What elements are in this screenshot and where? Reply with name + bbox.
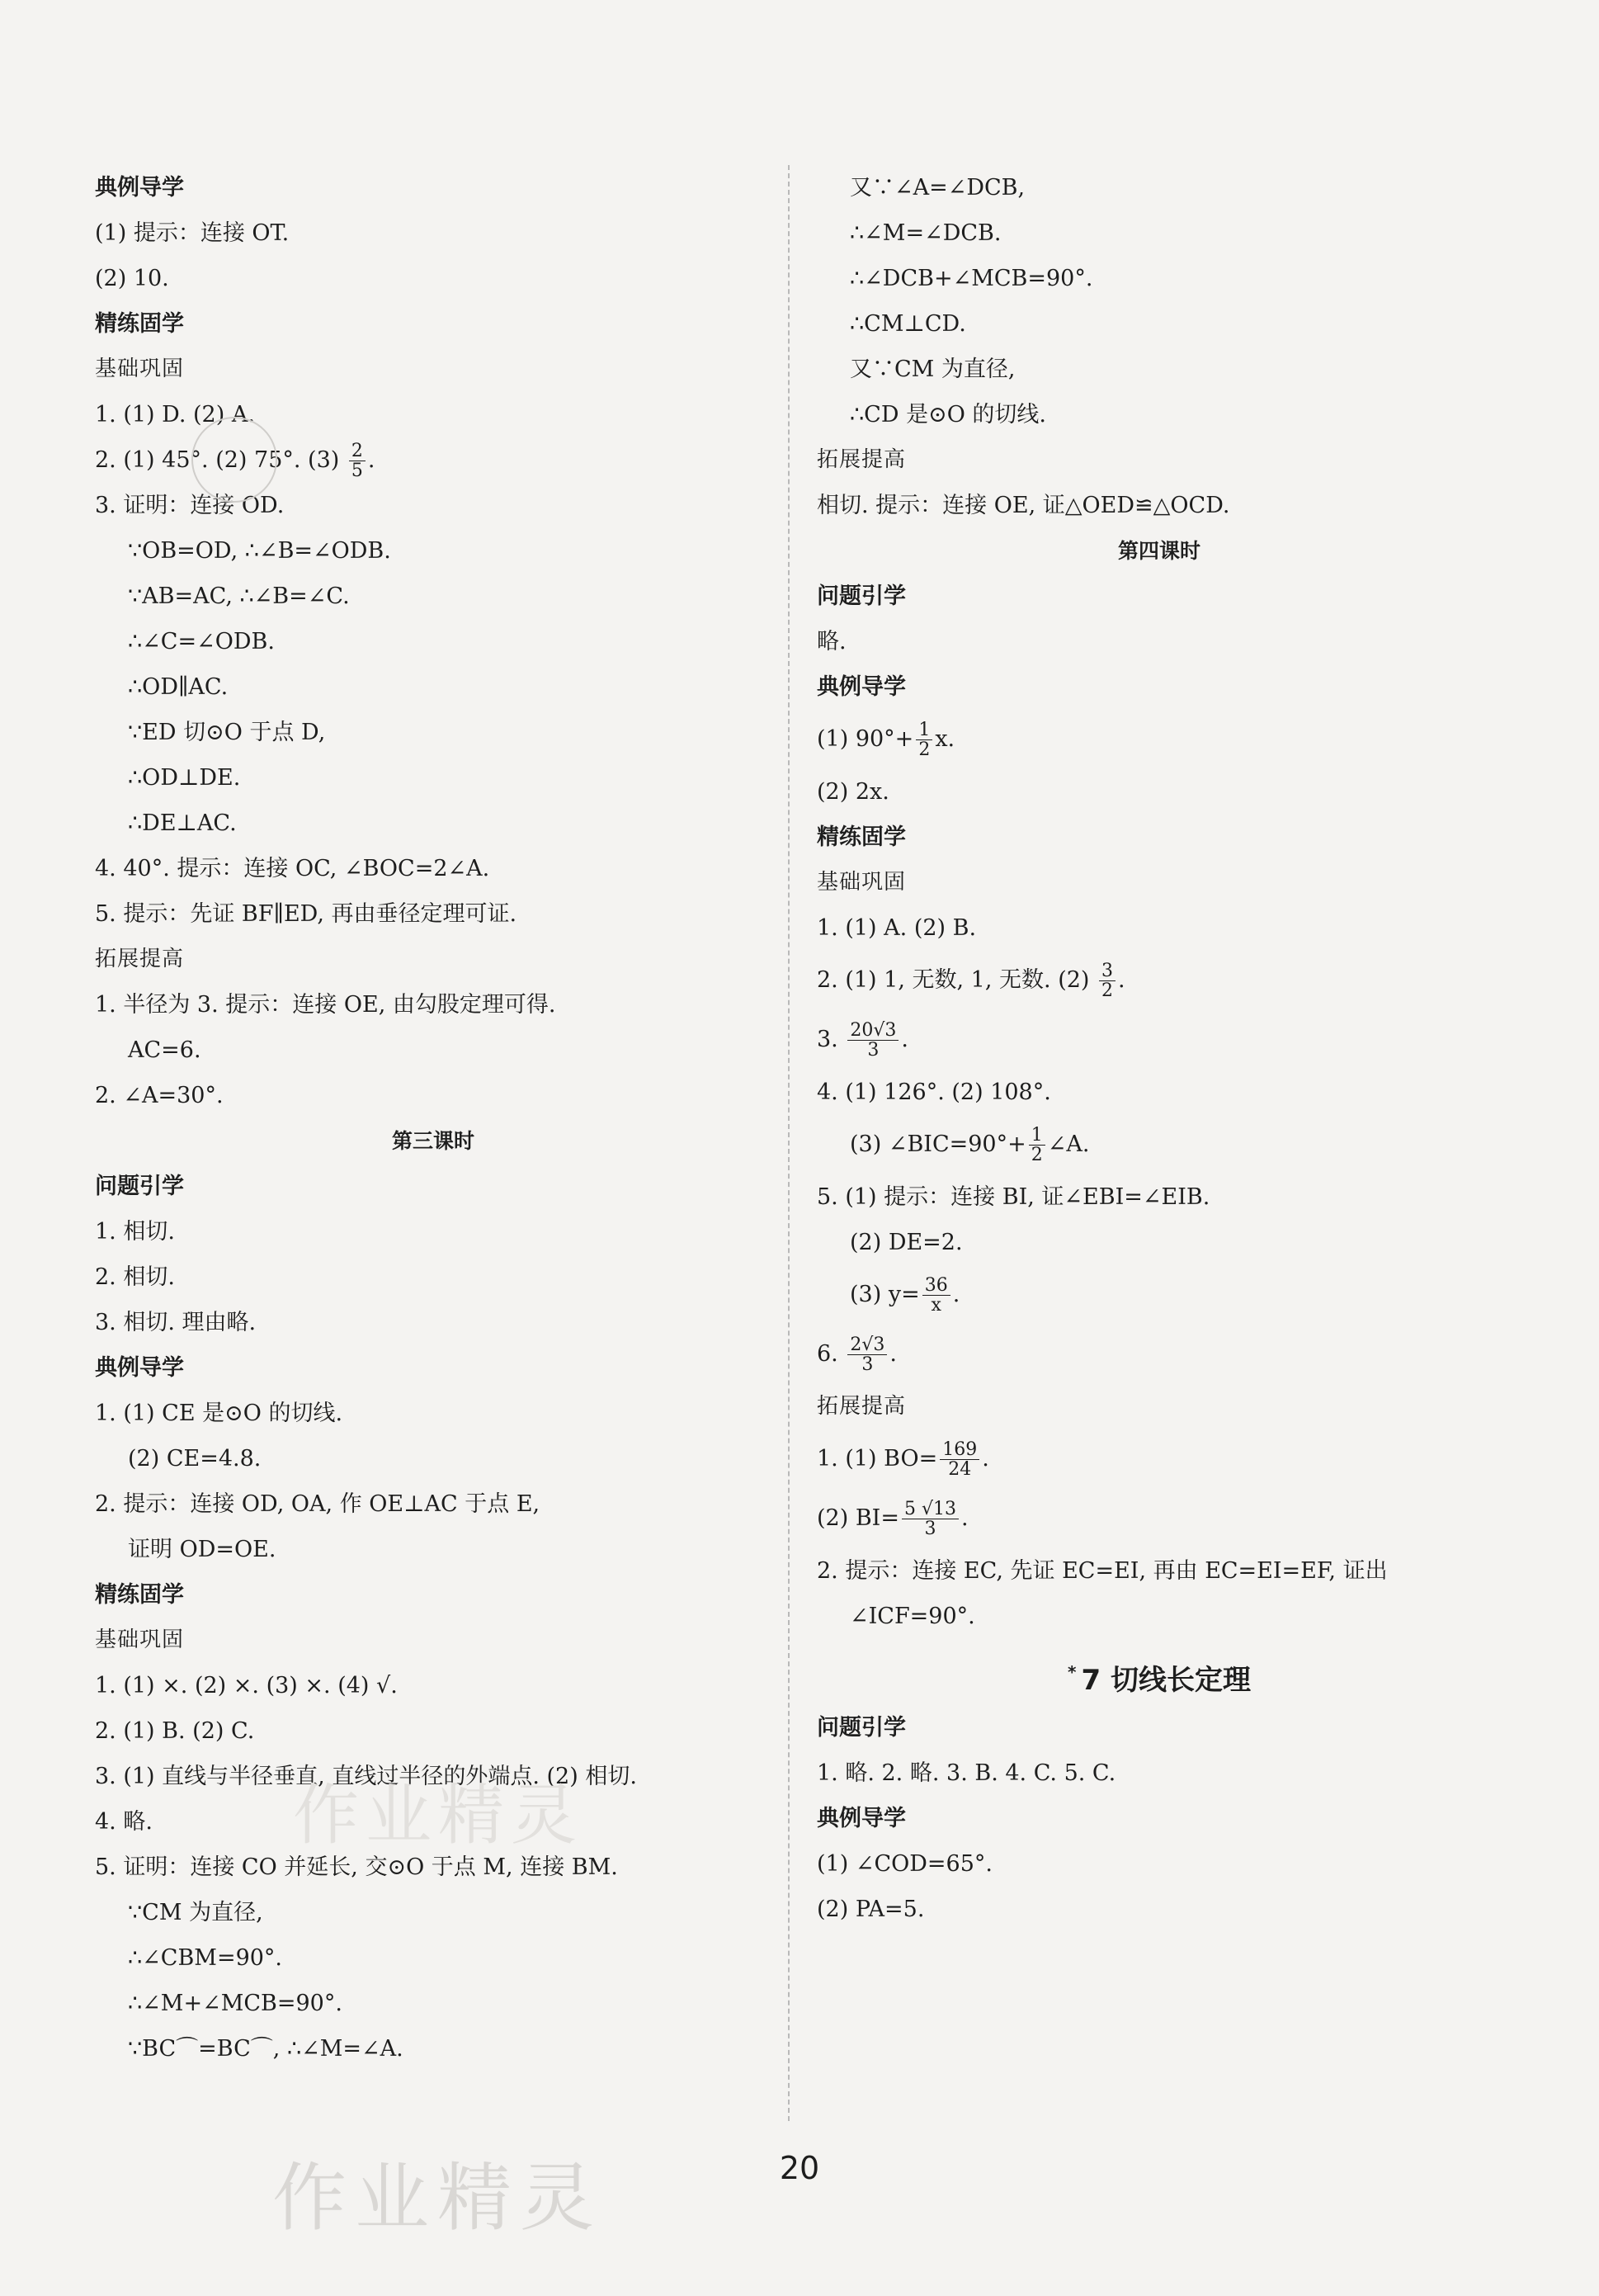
text: 2. (1) 45°. (2) 75°. (3): [95, 447, 340, 473]
text: .: [960, 1505, 969, 1531]
column-divider: [788, 165, 790, 2121]
fraction: [349, 442, 366, 480]
text: (3) ∠BIC=90°+: [850, 1131, 1026, 1157]
answer-line: 1. (1) D. (2) A.: [95, 402, 255, 428]
answer-line: 1. (1) CE 是⊙O 的切线.: [95, 1401, 343, 1426]
heading: 典例导学: [817, 1806, 906, 1831]
answer-line: ∠ICF=90°.: [850, 1604, 975, 1629]
answer-line: (1) ∠COD=65°.: [817, 1851, 993, 1877]
subheading: 拓展提高: [95, 947, 185, 971]
heading: 问题引学: [817, 1715, 906, 1741]
numerator: 3: [1099, 961, 1116, 981]
answer-line: ∴∠CBM=90°.: [128, 1945, 283, 1971]
answer-line: 5. 证明：连接 CO 并延长, 交⊙O 于点 M, 连接 BM.: [95, 1854, 618, 1880]
heading: 精练固学: [817, 824, 906, 850]
text: .: [952, 1282, 960, 1307]
text: 3.: [817, 1027, 838, 1052]
answer-line-fraction: [817, 1265, 1502, 1325]
text: .: [901, 1027, 908, 1052]
answer-line: 2. 提示：连接 EC, 先证 EC=EI, 再由 EC=EI=EF, 证出: [817, 1558, 1388, 1584]
heading: 典例导学: [95, 175, 184, 201]
answer-line: 相切. 提示：连接 OE, 证△OED≌△OCD.: [817, 493, 1230, 518]
numerator: 1: [916, 720, 932, 740]
answer-line: ∴∠C=∠ODB.: [128, 629, 275, 654]
fraction: [922, 1276, 950, 1315]
answer-line: 2. 相切.: [95, 1264, 175, 1290]
answer-line: ∴∠DCB+∠MCB=90°.: [850, 266, 1093, 291]
denominator: 2: [1031, 1145, 1043, 1165]
heading: 问题引学: [817, 583, 906, 609]
fraction: [1029, 1126, 1045, 1165]
answer-line: ∴OD⊥DE.: [128, 765, 241, 791]
denominator: 3: [924, 1519, 936, 1539]
section-title-text: 7 切线长定理: [1081, 1664, 1251, 1697]
page-number: 20: [779, 2150, 820, 2186]
answer-line: ∵CM 为直径,: [128, 1900, 263, 1925]
answer-line: 2. 提示：连接 OD, OA, 作 OE⊥AC 于点 E,: [95, 1491, 540, 1517]
answer-line: ∵OB=OD, ∴∠B=∠ODB.: [128, 538, 391, 564]
answer-line: ∵AB=AC, ∴∠B=∠C.: [128, 583, 350, 609]
numerator: 36: [922, 1276, 950, 1296]
optional-mark: *: [1068, 1662, 1077, 1682]
answer-line: 3. 相切. 理由略.: [95, 1310, 257, 1335]
answer-line: ∴CM⊥CD.: [850, 311, 966, 337]
fraction: [1099, 961, 1116, 1000]
lesson-title: 第三课时: [391, 1129, 474, 1153]
text: x.: [935, 726, 955, 752]
answer-line: 1. (1) ×. (2) ×. (3) ×. (4) √.: [95, 1673, 398, 1698]
answer-line: 5. 提示：先证 BF∥ED, 再由垂径定理可证.: [95, 901, 517, 927]
answer-line: 4. 略.: [95, 1809, 153, 1835]
right-column: [817, 165, 1502, 1932]
text: 1. (1) BO=: [817, 1446, 938, 1472]
section-title: [817, 1639, 1502, 1705]
answer-line: (1) 提示：连接 OT.: [95, 220, 290, 246]
answer-line: ∵BC⌒=BC⌒, ∴∠M=∠A.: [128, 2036, 403, 2062]
answer-line: 1. (1) A. (2) B.: [817, 915, 977, 941]
heading: 典例导学: [95, 1355, 184, 1381]
subheading: 拓展提高: [817, 447, 907, 472]
watermark: 作业精灵: [272, 2155, 602, 2242]
text: .: [889, 1341, 897, 1367]
fraction: [847, 1021, 899, 1060]
fraction: [916, 720, 932, 759]
answer-line-fraction: [817, 1115, 1502, 1174]
answer-line-fraction: [817, 951, 1502, 1010]
subheading: 基础巩固: [95, 1628, 185, 1652]
answer-line: ∴∠M=∠DCB.: [850, 220, 1002, 246]
answer-line: 2. (1) B. (2) C.: [95, 1718, 255, 1744]
answer-line-fraction: [817, 1429, 1502, 1489]
fraction: [940, 1440, 979, 1479]
denominator: 24: [948, 1459, 972, 1480]
text: (2) BI=: [817, 1505, 899, 1531]
numerator: 2: [349, 442, 366, 461]
subheading: 基础巩固: [817, 870, 907, 895]
text: .: [367, 447, 375, 473]
heading: 精练固学: [95, 1582, 184, 1608]
answer-line: (2) PA=5.: [817, 1897, 925, 1922]
fraction: [847, 1335, 887, 1374]
denominator: 2: [918, 739, 931, 760]
lesson-title: 第四课时: [1117, 539, 1200, 563]
answer-line: 3. 证明：连接 OD.: [95, 493, 285, 518]
fraction: [902, 1500, 959, 1538]
answer-line: 2. ∠A=30°.: [95, 1083, 224, 1108]
answer-line: (2) 10.: [95, 266, 169, 291]
numerator: 2√3: [847, 1335, 887, 1355]
denominator: 2: [1101, 980, 1114, 1001]
answer-line: 又∵CM 为直径,: [850, 357, 1016, 382]
answer-line: 又∵∠A=∠DCB,: [850, 175, 1026, 201]
answer-line: 1. 略. 2. 略. 3. B. 4. C. 5. C.: [817, 1760, 1116, 1786]
numerator: 5 √13: [902, 1500, 959, 1519]
text: ∠A.: [1047, 1131, 1090, 1157]
stamp-watermark: [191, 417, 277, 503]
answer-line-fraction: [817, 1325, 1502, 1384]
numerator: 20√3: [847, 1021, 899, 1041]
heading: 精练固学: [95, 311, 184, 337]
answer-line: 证明 OD=OE.: [128, 1537, 276, 1562]
answer-line: 3. (1) 直线与半径垂直, 直线过半径的外端点. (2) 相切.: [95, 1764, 637, 1789]
denominator: x: [931, 1295, 941, 1316]
answer-line: ∴DE⊥AC.: [128, 810, 237, 836]
answer-line: AC=6.: [128, 1037, 201, 1063]
subheading: 拓展提高: [817, 1394, 907, 1419]
denominator: 3: [861, 1354, 874, 1375]
answer-line: 5. (1) 提示：连接 BI, 证∠EBI=∠EIB.: [817, 1184, 1210, 1210]
text: 6.: [817, 1341, 838, 1367]
heading: 典例导学: [817, 674, 906, 700]
answer-line: (2) CE=4.8.: [128, 1446, 262, 1472]
denominator: 3: [867, 1040, 880, 1061]
answer-line-fraction: [817, 710, 1502, 769]
answer-line: (2) DE=2.: [850, 1230, 963, 1255]
answer-line: 1. 半径为 3. 提示：连接 OE, 由勾股定理可得.: [95, 992, 556, 1018]
answer-line: 1. 相切.: [95, 1219, 175, 1245]
text: (1) 90°+: [817, 726, 914, 752]
answer-line: (2) 2x.: [817, 779, 889, 805]
numerator: 1: [1029, 1126, 1045, 1146]
answer-line-fraction: [817, 1010, 1502, 1070]
text: (3) y=: [850, 1282, 920, 1307]
answer-line: 略.: [817, 629, 847, 654]
text: .: [982, 1446, 989, 1472]
text: 2. (1) 1, 无数, 1, 无数. (2): [817, 967, 1090, 993]
answer-line-fraction: [817, 1489, 1502, 1548]
numerator: 169: [940, 1440, 979, 1460]
heading: 问题引学: [95, 1174, 184, 1199]
answer-line: 4. 40°. 提示：连接 OC, ∠BOC=2∠A.: [95, 856, 490, 881]
answer-line: ∴CD 是⊙O 的切线.: [850, 402, 1046, 428]
answer-line: 4. (1) 126°. (2) 108°.: [817, 1079, 1051, 1105]
text: .: [1118, 967, 1125, 993]
answer-line: ∴∠M+∠MCB=90°.: [128, 1991, 342, 2016]
subheading: 基础巩固: [95, 357, 185, 381]
answer-line: ∴OD∥AC.: [128, 674, 229, 700]
denominator: 5: [351, 461, 363, 481]
answer-line: ∵ED 切⊙O 于点 D,: [128, 720, 326, 745]
faint-watermark: 作业精灵: [293, 1777, 583, 1854]
